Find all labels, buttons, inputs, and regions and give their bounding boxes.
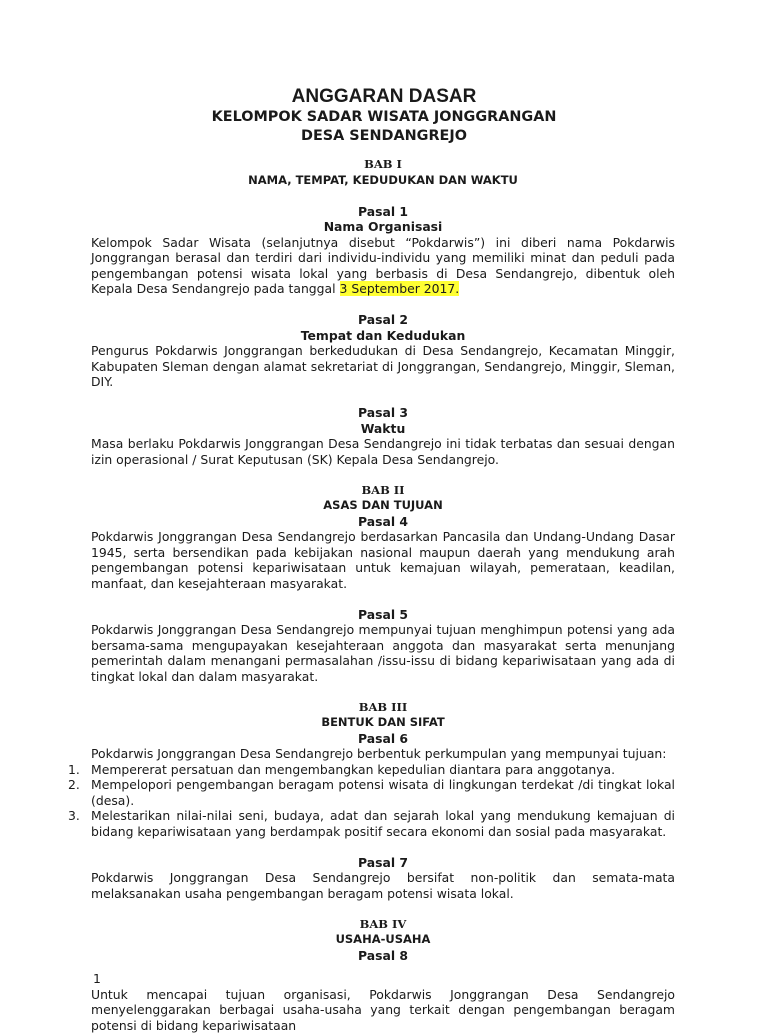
list-item: 3. Melestarikan nilai-nilai seni, budaya, adat dan sejarah lokal yang mendukung kemajuan di bidang kepariwisataan yang berdampak positif secara ekonomi dan sosial pada masyarakat. bbox=[91, 808, 675, 839]
pasal-8-label: Pasal 8 bbox=[91, 948, 675, 964]
highlighted-date: 3 September 2017. bbox=[340, 281, 460, 296]
pasal-3-label: Pasal 3 bbox=[91, 405, 675, 421]
list-item: 1. Mempererat persatuan dan mengembangkan kepedulian diantara para anggotanya. bbox=[91, 762, 675, 778]
bab-1-title: NAMA, TEMPAT, KEDUDUKAN DAN WAKTU bbox=[91, 173, 675, 189]
title-block bbox=[0, 86, 768, 146]
pasal-6-intro: Pokdarwis Jonggrangan Desa Sendangrejo berbentuk perkumpulan yang mempunyai tujuan: bbox=[91, 746, 675, 762]
pasal-8-text: Untuk mencapai tujuan organisasi, Pokdarwis Jonggrangan Desa Sendangrejo menyelenggarakan berbagai usaha-usaha yang terkait dengan pengembangan beragam potensi di bidang kepariwisataan bbox=[91, 987, 675, 1033]
document-body bbox=[91, 157, 675, 1033]
document-subtitle-1: KELOMPOK SADAR WISATA JONGGRANGAN bbox=[0, 108, 768, 127]
pasal-6-list bbox=[91, 762, 675, 840]
pasal-8-number: 1 bbox=[93, 971, 675, 987]
bab-3-title: BENTUK DAN SIFAT bbox=[91, 715, 675, 731]
bab-3-label: BAB III bbox=[91, 700, 675, 716]
pasal-1-text: Kelompok Sadar Wisata (selanjutnya disebut “Pokdarwis”) ini diberi nama Pokdarwis Jonggrangan berasal dan terdiri dari individu-individu yang memiliki minat dan peduli pada pengembangan potensi wisata lokal yang berbasis di Desa Sendangrejo, dibentuk oleh Kepala Desa Sendangrejo pada tanggal 3 September 2017. bbox=[91, 235, 675, 297]
pasal-3-name: Waktu bbox=[91, 421, 675, 437]
bab-4-title: USAHA-USAHA bbox=[91, 932, 675, 948]
document-subtitle-2: DESA SENDANGREJO bbox=[0, 127, 768, 146]
pasal-2-name: Tempat dan Kedudukan bbox=[91, 328, 675, 344]
bab-2-label: BAB II bbox=[91, 483, 675, 499]
pasal-6-label: Pasal 6 bbox=[91, 731, 675, 747]
pasal-4-label: Pasal 4 bbox=[91, 514, 675, 530]
pasal-4-text: Pokdarwis Jonggrangan Desa Sendangrejo berdasarkan Pancasila dan Undang-Undang Dasar 1945, serta bersendikan pada kebijakan nasional maupun daerah yang mendukung arah pengembangan potensi kepariwisataan untuk kemajuan wilayah, pemerataan, keadilan, manfaat, dan kesejahteraan masyarakat. bbox=[91, 529, 675, 591]
pasal-7-label: Pasal 7 bbox=[91, 855, 675, 871]
bab-4-label: BAB IV bbox=[91, 917, 675, 933]
bab-1-label: BAB I bbox=[91, 157, 675, 173]
document-title: ANGGARAN DASAR bbox=[0, 86, 768, 108]
list-item: 2. Mempelopori pengembangan beragam potensi wisata di lingkungan terdekat /di tingkat lokal (desa). bbox=[91, 777, 675, 808]
pasal-5-label: Pasal 5 bbox=[91, 607, 675, 623]
pasal-1-name: Nama Organisasi bbox=[91, 219, 675, 235]
pasal-3-text: Masa berlaku Pokdarwis Jonggrangan Desa Sendangrejo ini tidak terbatas dan sesuai dengan izin operasional / Surat Keputusan (SK) Kepala Desa Sendangrejo. bbox=[91, 436, 675, 467]
pasal-2-label: Pasal 2 bbox=[91, 312, 675, 328]
pasal-7-text: Pokdarwis Jonggrangan Desa Sendangrejo bersifat non-politik dan semata-mata melaksanakan usaha pengembangan beragam potensi wisata lokal. bbox=[91, 870, 675, 901]
pasal-1-label: Pasal 1 bbox=[91, 204, 675, 220]
pasal-5-text: Pokdarwis Jonggrangan Desa Sendangrejo mempunyai tujuan menghimpun potensi yang ada bersama-sama mengupayakan kesejahteraan anggota dan masyarakat serta menunjang pemerintah dalam menangani permasalahan /issu-issu di bidang kepariwisataan yang ada di tingkat lokal dan dalam masyarakat. bbox=[91, 622, 675, 684]
bab-2-title: ASAS DAN TUJUAN bbox=[91, 498, 675, 514]
pasal-2-text: Pengurus Pokdarwis Jonggrangan berkedudukan di Desa Sendangrejo, Kecamatan Minggir, Kabupaten Sleman dengan alamat sekretariat di Jonggrangan, Sendangrejo, Minggir, Sleman, DIY. bbox=[91, 343, 675, 390]
